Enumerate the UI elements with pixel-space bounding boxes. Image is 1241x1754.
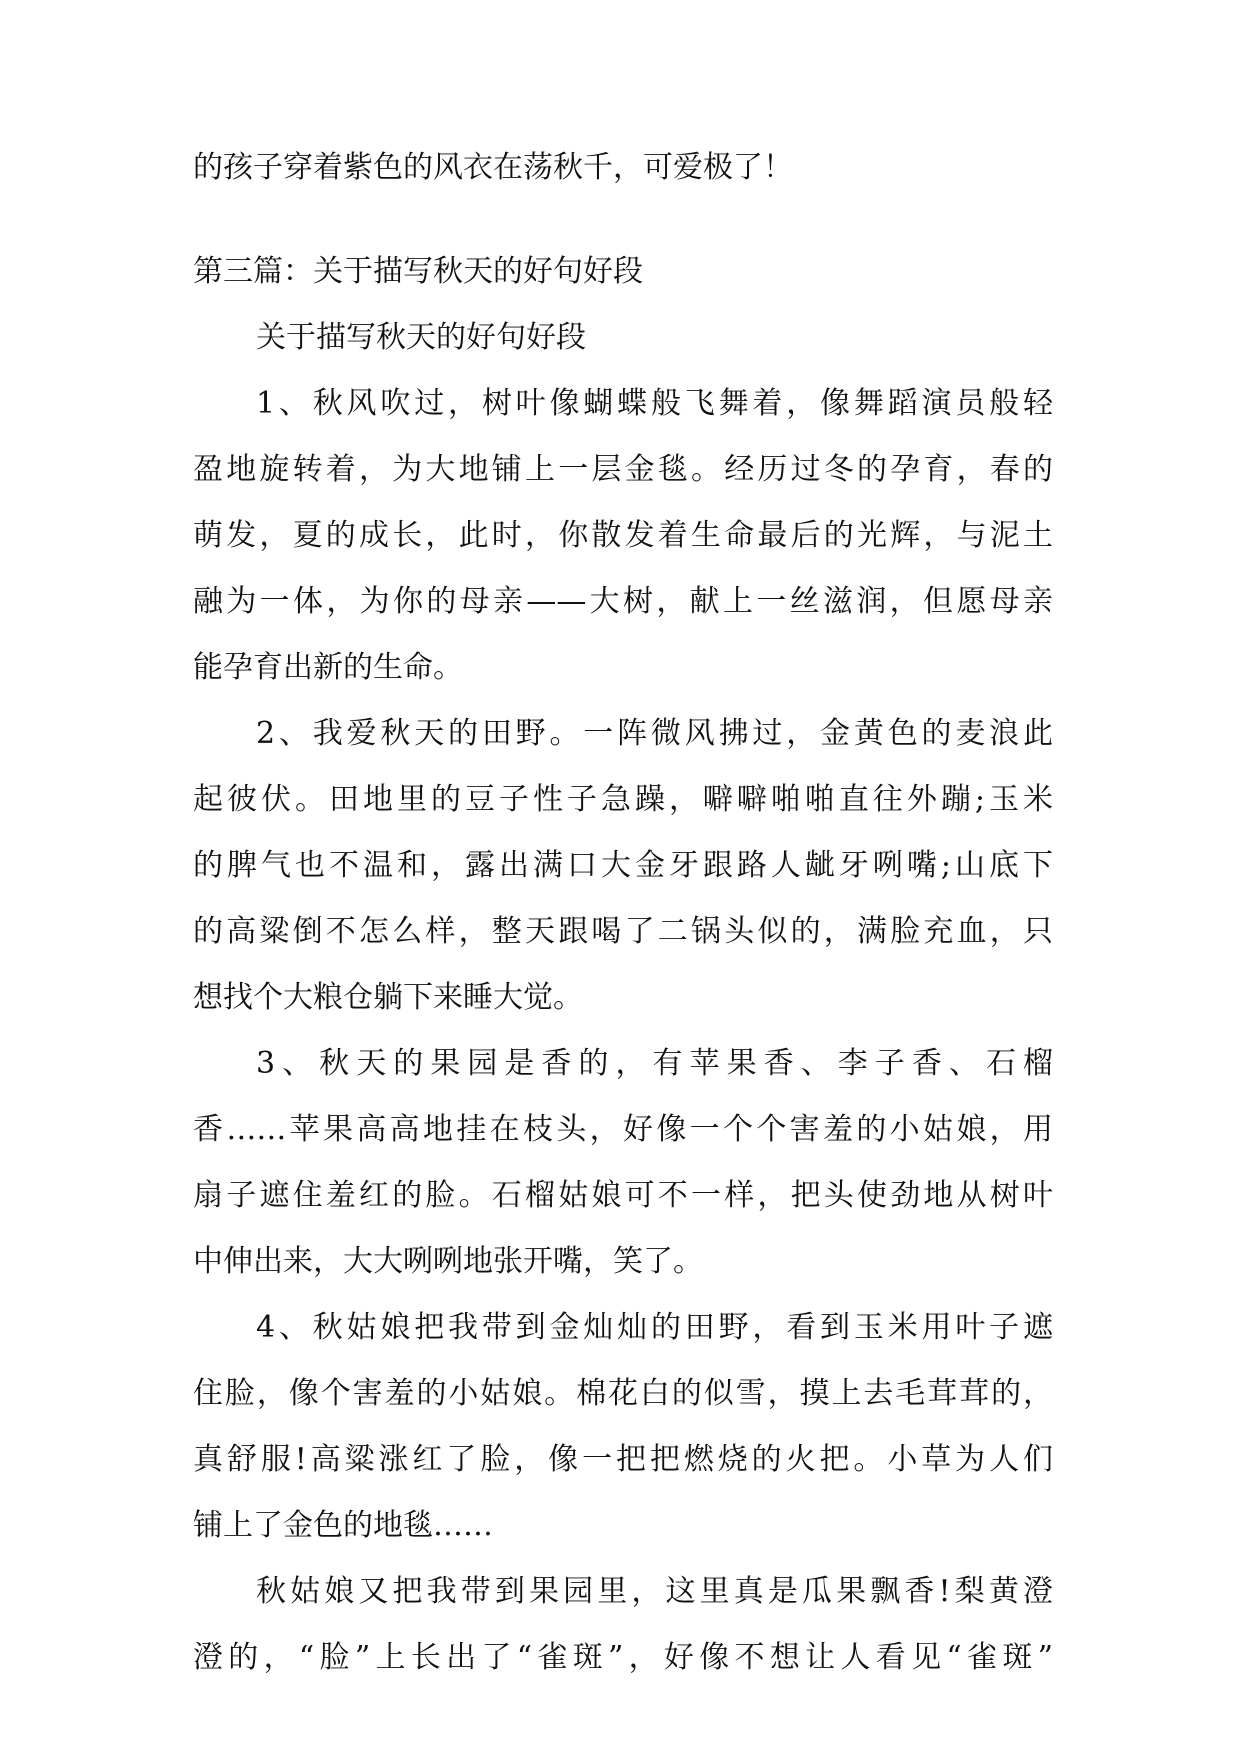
text-line: 的脾气也不温和，露出满口大金牙跟路人龇牙咧嘴;山底下: [193, 848, 1053, 883]
text-line: 能孕育出新的生命。: [193, 650, 463, 685]
section-heading: 第三篇：关于描写秋天的好句好段: [193, 254, 643, 289]
text-line: 真舒服!高粱涨红了脸，像一把把燃烧的火把。小草为人们: [193, 1442, 1053, 1477]
text-line: 铺上了金色的地毯……: [193, 1508, 493, 1543]
text-line: 想找个大粮仓躺下来睡大觉。: [193, 980, 583, 1015]
text-line: 的高粱倒不怎么样，整天跟喝了二锅头似的，满脸充血，只: [193, 914, 1053, 949]
text-line: 萌发，夏的成长，此时，你散发着生命最后的光辉，与泥土: [193, 518, 1053, 553]
text-line: 住脸，像个害羞的小姑娘。棉花白的似雪，摸上去毛茸茸的，: [193, 1376, 1053, 1411]
text-line: 起彼伏。田地里的豆子性子急躁，噼噼啪啪直往外蹦;玉米: [193, 782, 1053, 817]
text-line: 澄的，“脸”上长出了“雀斑”，好像不想让人看见“雀斑”: [193, 1640, 1053, 1675]
text-line: 中伸出来，大大咧咧地张开嘴，笑了。: [193, 1244, 703, 1279]
text-line: 秋姑娘又把我带到果园里，这里真是瓜果飘香!梨黄澄: [256, 1574, 1053, 1609]
text-line: 香……苹果高高地挂在枝头，好像一个个害羞的小姑娘，用: [193, 1112, 1053, 1147]
text-line: 融为一体，为你的母亲——大树，献上一丝滋润，但愿母亲: [193, 584, 1053, 619]
text-line: 扇子遮住羞红的脸。石榴姑娘可不一样，把头使劲地从树叶: [193, 1178, 1053, 1213]
text-line: 3、秋天的果园是香的，有苹果香、李子香、石榴: [256, 1046, 1053, 1081]
text-line: 4、秋姑娘把我带到金灿灿的田野，看到玉米用叶子遮: [256, 1310, 1053, 1345]
text-line: 1、秋风吹过，树叶像蝴蝶般飞舞着，像舞蹈演员般轻: [256, 386, 1053, 421]
section-subtitle: 关于描写秋天的好句好段: [256, 320, 586, 355]
text-line: 2、我爱秋天的田野。一阵微风拂过，金黄色的麦浪此: [256, 716, 1053, 751]
text-line: 盈地旋转着，为大地铺上一层金毯。经历过冬的孕育，春的: [193, 452, 1053, 487]
text-line: 的孩子穿着紫色的风衣在荡秋千，可爱极了！: [193, 150, 793, 185]
